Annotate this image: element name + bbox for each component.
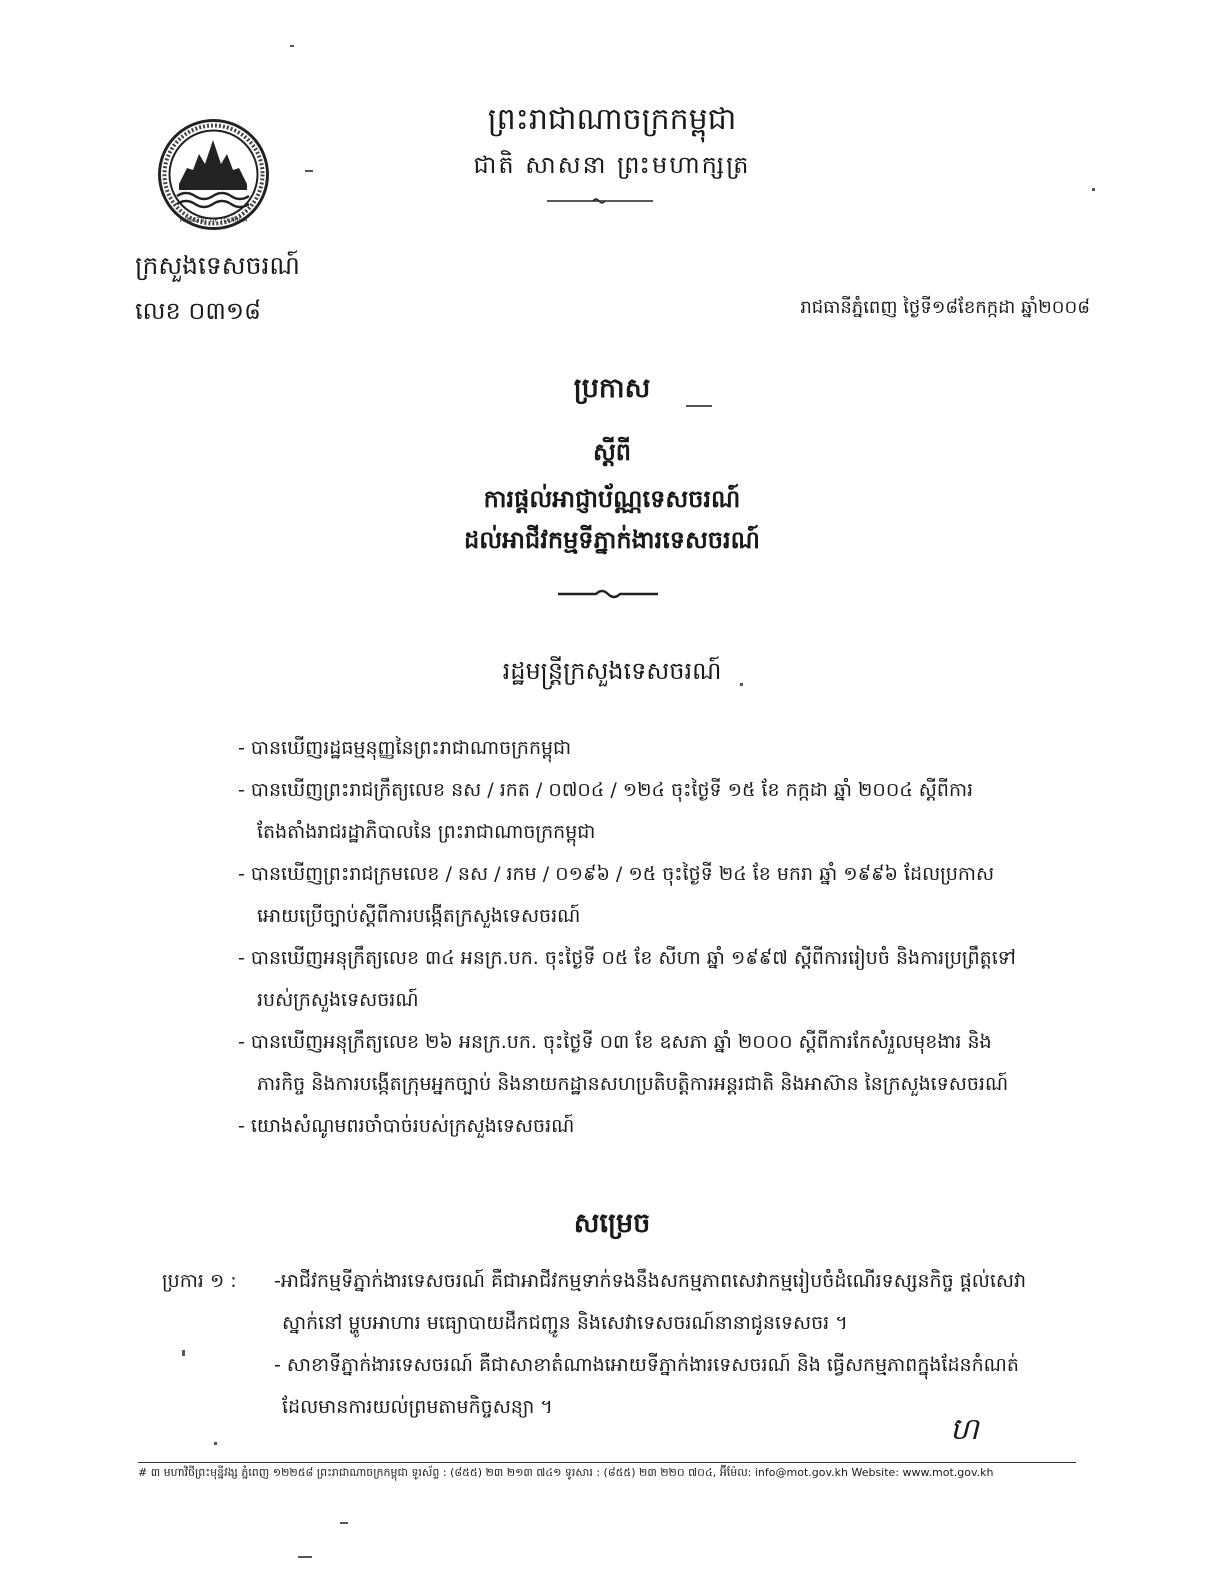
preamble-item (238, 937, 1068, 1021)
article-line: -អាជីវកម្មទីភ្នាក់ងារទេសចរណ៍ គឺជាអាជីវកម្មទាក់ទងនឹងសកម្មភាពសេវាកម្មរៀបចំដំណើរទស្សនកិច្ច ផ្តល់សេវា (274, 1270, 1027, 1292)
scan-speck (686, 405, 712, 407)
preamble-item (238, 1021, 1068, 1105)
kingdom-heading: ព្រះរាជាណាចក្រកម្ពុជា (487, 102, 737, 137)
preamble-line-continued: ភារកិច្ច និងការបង្កើតក្រុមអ្នកច្បាប់ និងនាយកដ្ឋានសហប្រតិបត្តិការអន្តរជាតិ និងអាស៊ាន នៃក្រសួងទេសចរណ៍ (257, 1073, 1009, 1095)
scan-speck (740, 683, 743, 686)
article-line: ស្នាក់នៅ ម្ហូបអាហារ មធ្យោបាយដឹកជញ្ជូន និងសេវាទេសចរណ៍នានាជូនទេសចរ ។ (282, 1312, 848, 1334)
preamble-line: - បានឃើញអនុក្រឹត្យលេខ ២៦ អនក្រ.បក. ចុះថ្ងៃទី ០៣ ខែ ឧសភា ឆ្នាំ ២០០០ ស្តីពីការកែសំរួលមុខងារ និង (238, 1031, 992, 1053)
subject-line-2: ដល់អាជីវកម្មទីភ្នាក់ងារទេសចរណ៍ (464, 526, 760, 554)
handwritten-initials: ហ (950, 1412, 979, 1447)
reference-number: លេខ ០៣១៨ (135, 297, 261, 325)
scan-speck (340, 1522, 348, 1524)
scan-speck (290, 45, 294, 47)
preamble-item (238, 1105, 1068, 1147)
subject-label: ស្តីពី (592, 438, 632, 466)
article-1 (162, 1260, 1062, 1428)
preamble-item (238, 769, 1068, 853)
subject-line-1: ការផ្តល់អាជ្ញាប័ណ្ណទេសចរណ៍ (483, 485, 741, 513)
preamble-line-continued: តែងតាំងរាជរដ្ឋាភិបាលនៃ ព្រះរាជាណាចក្រកម្ពុជា (257, 821, 596, 843)
scan-speck (1092, 188, 1095, 191)
article-line: ដែលមានការយល់ព្រមតាមកិច្ចសន្យា ។ (282, 1396, 553, 1418)
scan-speck (305, 170, 313, 172)
ministry-name: ក្រសួងទេសចរណ៍ (135, 251, 300, 280)
minister-title: រដ្ឋមន្ត្រីក្រសួងទេសចរណ៍ (502, 657, 722, 685)
scan-speck (214, 1442, 217, 1445)
decision-heading: សម្រេច (573, 1208, 651, 1239)
footer-rule (138, 1462, 1076, 1463)
title-divider-ornament (556, 588, 660, 600)
preamble-line: - បានឃើញអនុក្រឹត្យលេខ ៣៤ អនក្រ.បក. ចុះថ្ងៃទី ០៥ ខែ សីហា ឆ្នាំ ១៩៩៧ ស្តីពីការរៀបចំ និងការប្រព្រឹត្តទៅ (238, 947, 1016, 969)
article-label: ប្រការ ១ : (162, 1270, 237, 1292)
scan-speck (298, 1556, 312, 1558)
header-divider-ornament (545, 196, 655, 206)
ministry-seal-icon (157, 118, 270, 231)
article-line: - សាខាទីភ្នាក់ងារទេសចរណ៍ គឺជាសាខាតំណាងអោយទីភ្នាក់ងារទេសចរណ៍ និង ធ្វើសកម្មភាពក្នុងដែនកំណត់ (274, 1354, 1019, 1376)
preamble-line-continued: អោយប្រើច្បាប់ស្តីពីការបង្កើតក្រសួងទេសចរណ៍ (257, 905, 581, 927)
scan-speck (182, 1350, 185, 1356)
preamble-list (238, 727, 1068, 1147)
preamble-line: - បានឃើញព្រះរាជក្រឹត្យលេខ នស / រកត / ០៧០៤ / ១២៤ ចុះថ្ងៃទី ១៥ ខែ កក្កដា ឆ្នាំ ២០០៤ ស្តីពីការ (238, 779, 974, 801)
national-motto: ជាតិ សាសនា ព្រះមហាក្សត្រ (473, 151, 751, 179)
footer-contact: # ៣ មហាវិថីព្រះមុន្នីវង្ស ភ្នំពេញ ១២២៥៨ ព្រះរាជាណាចក្រកម្ពុជា ទូរស័ព្ទ : (៨៥៥) ២៣ ២១៣ ៧៤១ ទូរសារ : (៨៥៥) ២៣ ២២០ ៧០៤, អ៊ីម៉ែល: info@mot.gov.kh Website: www.mot.gov.kh (138, 1466, 994, 1479)
document-type-title: ប្រកាស (573, 373, 651, 404)
preamble-line: - យោងសំណូមពរចាំបាច់របស់ក្រសួងទេសចរណ៍ (238, 1115, 575, 1137)
preamble-line: - បានឃើញរដ្ឋធម្មនុញ្ញនៃព្រះរាជាណាចក្រកម្ពុជា (238, 737, 572, 759)
preamble-line-continued: របស់ក្រសួងទេសចរណ៍ (257, 989, 419, 1011)
date-line: រាជធានីភ្នំពេញ ថ្ងៃទី១៨ខែកក្កដា ឆ្នាំ២០០៨ (800, 297, 1090, 318)
preamble-item (238, 727, 1068, 769)
preamble-item (238, 853, 1068, 937)
preamble-line: - បានឃើញព្រះរាជក្រមលេខ / នស / រកម / ០១៩៦ / ១៥ ចុះថ្ងៃទី ២៤ ខែ មករា ឆ្នាំ ១៩៩៦ ដែលប្រកាស (238, 863, 995, 885)
seal-text: MINISTRY OF TOURISM (179, 217, 248, 224)
